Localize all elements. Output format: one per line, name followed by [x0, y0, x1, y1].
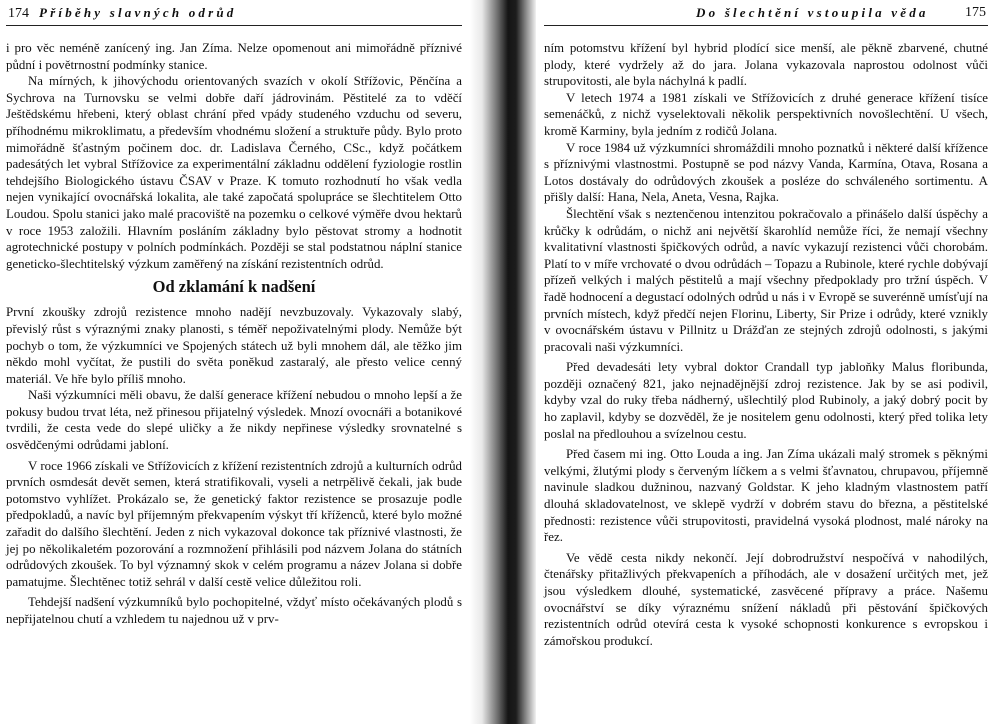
paragraph: Ve vědě cesta nikdy nekončí. Její dobrodružství nespočívá v nahodilých, čtenářsky přitažlivých překvapeních a příhodách, ale v dosažení určitých met, jež jsou výsledkem dlouhé, systematické, zasvěcené přípravy a práce. Našemu ovocnářství se díky výraznému snížení nákladů při pěstování špičkových rezistentních odrůd otevírá cesta k vysoké schopnosti konkurence s evropskou i zámořskou produkcí. — [544, 550, 988, 648]
left-running-title: Příběhy slavných odrůd — [39, 5, 237, 20]
paragraph: Šlechtění však s neztenčenou intenzitou pokračovalo a přinášelo další úspěchy a krůčky k odrůdám, o nichž ani největší škarohlíd nemůže říci, že nemají všechny kvalitativní vlastnosti špičkových odrůd, a navíc vykazují rezistenci vůči chorobám. Platí to v míře vrchovaté o dvou odrůdách – Topazu a Rubinole, které rychle dobývají přízeň velkých i malých pěstitelů a mají všechny předpoklady pro tržní úspěch. V řadě hodnocení a degustací odolných odrůd u nás i v Evropě se suverénně umísťují na prvních místech, když předčí nejen Florinu, Liberty, Sir Prize i odrůdy, které vznikly v ovocnářském ústavu v Pillnitz u Drážďan ze stejných zdrojů odolnosti, s jakými pracovali naši výzkumníci. — [544, 206, 988, 354]
right-page-number: 175 — [965, 5, 986, 20]
left-page-body — [6, 40, 462, 628]
paragraph: Tehdejší nadšení výzkumníků bylo pochopitelné, vždyť místo očekávaných plodů s nepřijatelnou chutí a vzhledem tu najednou už v prv- — [6, 595, 462, 626]
paragraph: V letech 1974 a 1981 získali ve Střížovicích z druhé generace křížení tisíce semenáčků, z nichž vyselektovali několik perspektivních novošlechtění. U všech, kromě Karminy, byla jedním z rodičů Jolana. — [544, 90, 988, 138]
right-page-body — [544, 40, 988, 649]
right-running-head — [546, 4, 986, 22]
section-title: Od zklamání k nadšení — [152, 277, 316, 297]
left-page — [0, 0, 470, 724]
right-header-rule — [544, 25, 988, 26]
right-running-title: Do šlechtění vstoupila věda — [696, 5, 929, 20]
paragraph: První zkoušky zdrojů rezistence mnoho nadějí nevzbuzovaly. Vykazovaly slabý, převislý růst s výraznými znaky planosti, s téměř nepoživatelnými plody. Nemůže být pochyb o tom, že výzkumníci ve Spojených státech už byli mnohem dál, ale těžko jim někdo mohl vyčítat, že pustili do světa poněkud zastaralý, ale přesto velice cenný materiál. Ve hře bylo příliš mnoho. — [6, 305, 462, 386]
paragraph: Naši výzkumníci měli obavu, že další generace křížení nebudou o mnoho lepší a že pokusy budou trvat léta, než přinesou přijatelný výsledek. Mnozí ovocnáři a botanikové tvrdili, že cesta vede do slepé uličky a že nikdy nepřinese výsledky srovnatelné s osvědčenými odrůdami jabloní. — [6, 388, 462, 453]
paragraph: V roce 1966 získali ve Střížovicích z křížení rezistentních zdrojů a kulturních odrůd prvních osmdesát devět semen, která stratifikovali, vyseli a netrpělivě čekali, jak bude potomstvo vyhlížet. Prokázalo se, že genetický faktor rezistence se prosazuje podle předpokladů, a navíc byl příjemným překvapením výskyt tří kříženců, které bylo možné zařadit do dalšího šlechtění. Jeden z nich vykazoval dokonce tak příznivé vlastnosti, že jej po několikaletém pozorování a rozmnožení přihlásili pod názvem Jolana do státních odrůdových zkoušek. To byl významný skok v celém programu a název Jolana si dobře pamatujme. Šlechtěnec totiž sehrál v další cestě velice důležitou roli. — [6, 458, 462, 589]
paragraph: Před časem mi ing. Otto Louda a ing. Jan Zíma ukázali malý stromek s pěknými velkými, žlutými plody s červeným líčkem a s velmi šťavnatou, chrupavou, příjemně navinule sladkou dužninou, nazvaný Goldstar. K jeho kladným vlastnostem patří dlouhá skladovatelnost, ve sklepě vydrží v dobrém stavu do března, a pěstitelské přednosti: rezistence vůči strupovitosti, pravidelná vysoká plodnost, malé nároky na řez. — [544, 447, 988, 545]
paragraph: V roce 1984 už výzkumníci shromáždili mnoho poznatků i některé další křížence s příznivými vlastnostmi. Postupně se pod názvy Vanda, Karmína, Otava, Rosana a Lotos dostávaly do odrůdových zkoušek a posléze do schváleného sortimentu. A přišly další: Hana, Nela, Aneta, Vesna, Rajka. — [544, 140, 988, 205]
paragraph: Před devadesáti lety vybral doktor Crandall typ jabloňky Malus floribunda, později označený 821, jako nejnadějnější zdroj rezistence. Jak by se asi podivil, kdyby vzal do ruky třeba nádherný, ušlechtilý plod Rubinoly, a jaký dobrý pocit by ho zaplavil, kdyby se dozvěděl, že je nositelem genu odolnosti, který před tolika lety poslal na předlouhou a svízelnou cestu. — [544, 360, 988, 441]
paragraph: i pro věc neméně zanícený ing. Jan Zíma. Nelze opomenout ani mimořádně příznivé půdní i povětrnostní podmínky stanice. — [6, 41, 462, 72]
right-page — [536, 0, 1000, 724]
left-running-head — [8, 4, 460, 22]
left-header-rule — [6, 25, 462, 26]
paragraph: Na mírných, k jihovýchodu orientovaných svazích v okolí Střížovic, Pěnčína a Sychrova na Turnovsku se velmi dobře daří jádrovinám. Pěstitelé za to vděčí Ještědskému hřebeni, který oblast chrání před vpády studeného vzduchu od severu, příhodnému mikroklimatu, a především vhodnému složení a struktuře půdy. Bylo proto mimořádně šťastným počinem doc. dr. Ladislava Černého, CSc., když počátkem padesátých let vybral Střížovice za experimentální základnu oddělení fyziologie rostlin tehdejšího Biologického ústavu ČSAV v Praze. K tomuto rozhodnutí ho však vedla nejen vynikající ovocnářská lokalita, ale také započatá spolupráce se šlechtitelem Otto Loudou. Spolu stanici jako malé pracoviště na pozemku o celkové výměře dvou hektarů v roce 1953 založili. Hlavním posláním základny bylo pěstovat stromy a hodnotit agrotechnické postupy v polních podmínkách. Později se stal podstatnou náplní stanice geneticko-šlechtitelský výzkum zaměřený na získání rezistentních odrůd. — [6, 74, 462, 271]
book-gutter — [470, 0, 536, 724]
paragraph: ním potomstvu křížení byl hybrid plodící sice menší, ale pěkně zbarvené, chutné plody, které vydržely až do jara. Jolana vykazovala naprostou odolnost vůči strupovitosti, ale byla náchylná k padlí. — [544, 41, 988, 89]
left-page-number: 174 — [8, 6, 29, 21]
